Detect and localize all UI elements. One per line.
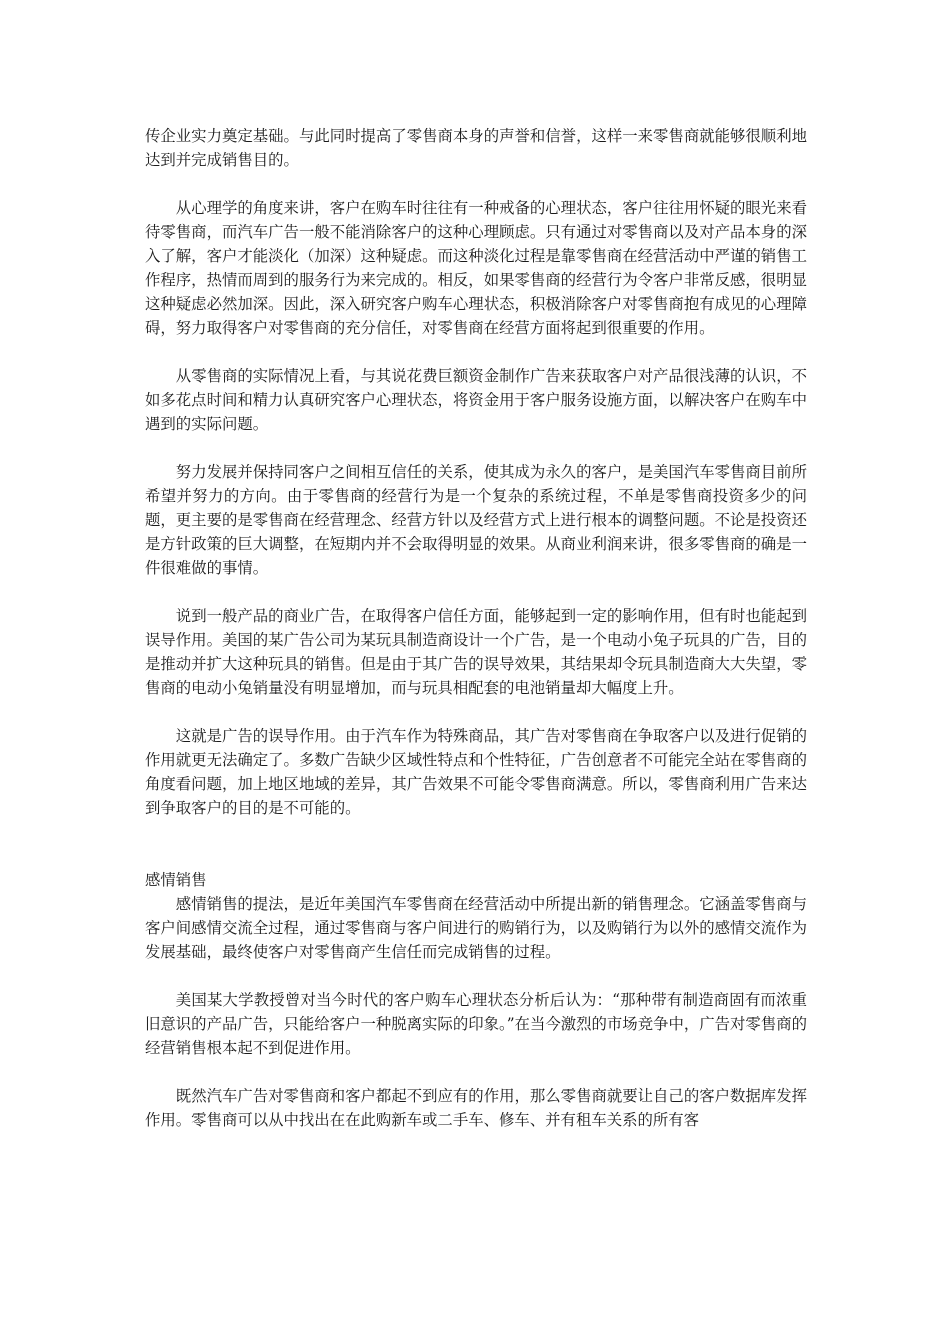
section-spacer: [145, 820, 807, 868]
paragraph-psychology: 从心理学的角度来讲，客户在购车时往往有一种戒备的心理状态，客户往往用怀疑的眼光来看待零售商，而汽车广告一般不能消除客户的这种心理顾虑。只有通过对零售商以及对产品本身的深入了解，客户才能淡化（加深）这种疑虑。而这种淡化过程是靠零售商在经营活动中严谨的销售工作程序，热情而周到的服务行为来完成的。相反，如果零售商的经营行为令客户非常反感，很明显这种疑虑必然加深。因此，深入研究客户购车心理状态，积极消除客户对零售商抱有成见的心理障碍，努力取得客户对零售商的充分信任，对零售商在经营方面将起到很重要的作用。: [145, 199, 807, 337]
paragraph-ad-effect: 这就是广告的误导作用。由于汽车作为特殊商品，其广告对零售商在争取客户以及进行促销的作用就更无法确定了。多数广告缺少区域性特点和个性特征，广告创意者不可能完全站在零售商的角度看问题，加上地区地域的差异，其广告效果不可能令零售商满意。所以，零售商利用广告来达到争取客户的目的是不可能的。: [145, 727, 807, 817]
paragraph-spacer: [145, 700, 807, 724]
section-heading: 感情销售: [145, 871, 207, 889]
paragraph-trust-relationship: 努力发展并保持同客户之间相互信任的关系，使其成为永久的客户，是美国汽车零售商目前所希望并努力的方向。由于零售商的经营行为是一个复杂的系统过程，不单是零售商投资多少的问题，更主要的是零售商在经营理念、经营方针以及经营方式上进行根本的调整问题。不论是投资还是方针政策的巨大调整，在短期内并不会取得明显的效果。从商业利润来讲，很多零售商的确是一件很难做的事情。: [145, 463, 807, 577]
paragraph-spacer: [145, 580, 807, 604]
paragraph-continuation: 传企业实力奠定基础。与此同时提高了零售商本身的声誉和信誉，这样一来零售商就能够很顺利地达到并完成销售目的。: [145, 127, 807, 169]
paragraph-spacer: [145, 436, 807, 460]
paragraph-spacer: [145, 964, 807, 988]
paragraph-emotional-selling: 感情销售的提法，是近年美国汽车零售商在经营活动中所提出新的销售理念。它涵盖零售商与客户间感情交流全过程，通过零售商与客户间进行的购销行为，以及购销行为以外的感情交流作为发展基础，最终使客户对零售商产生信任而完成销售的过程。: [145, 895, 807, 961]
paragraph-spacer: [145, 172, 807, 196]
paragraph-spacer: [145, 1060, 807, 1084]
paragraph-customer-database: 既然汽车广告对零售商和客户都起不到应有的作用，那么零售商就要让自己的客户数据库发挥作用。零售商可以从中找出在在此购新车或二手车、修车、并有租车关系的所有客: [145, 1087, 807, 1129]
document-body: [145, 124, 807, 1132]
paragraph-misleading-ads: 说到一般产品的商业广告，在取得客户信任方面，能够起到一定的影响作用，但有时也能起到误导作用。美国的某广告公司为某玩具制造商设计一个广告，是一个电动小兔子玩具的广告，目的是推动并扩大这种玩具的销售。但是由于其广告的误导效果，其结果却令玩具制造商大大失望，零售商的电动小兔销量没有明显增加，而与玩具相配套的电池销量却大幅度上升。: [145, 607, 807, 697]
paragraph-professor-analysis: 美国某大学教授曾对当今时代的客户购车心理状态分析后认为：“那种带有制造商固有而浓重旧意识的产品广告，只能给客户一种脱离实际的印象。”在当今激烈的市场竞争中，广告对零售商的经营销售根本起不到促进作用。: [145, 991, 807, 1057]
paragraph-retailer-reality: 从零售商的实际情况上看，与其说花费巨额资金制作广告来获取客户对产品很浅薄的认识，不如多花点时间和精力认真研究客户心理状态，将资金用于客户服务设施方面，以解决客户在购车中遇到的实际问题。: [145, 367, 807, 433]
paragraph-spacer: [145, 340, 807, 364]
